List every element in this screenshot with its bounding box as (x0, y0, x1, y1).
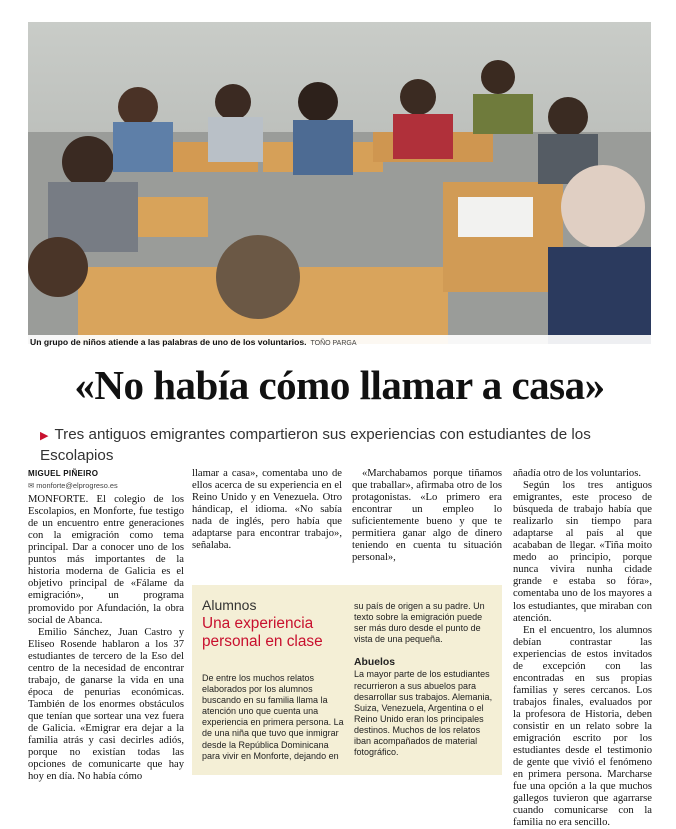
paragraph: En el encuentro, los alumnos debían contrastar las experiencias de estos invitados de excepción con las encontradas en sus propias familias y seres cercanos. Los trabajos finales, evaluados por la profesora de Historia, deben consistir en un relato sobre la emigración escrito por los estudiantes desde el testimonio de gente que vivió el fenómeno en primera persona. Marcharse fue una opción a la que muchos gallegos tuvieron que agarrarse cuando comunicarse con la familia no era sencillo. (513, 624, 652, 829)
author: MIGUEL PIÑEIRO (28, 469, 99, 478)
sidebar-paragraph: De entre los muchos relatos elaborados por los alumnos buscando en su familia llama la atención uno que cuenta una experiencia en primera persona. La de una niña que tuvo que inmigrar desde la República Dominicana para vivir en Monforte, dejando en (202, 673, 344, 761)
paragraph: añadía otro de los voluntarios. (513, 468, 641, 479)
sidebar-left-text (202, 673, 344, 762)
column-4 (513, 468, 652, 829)
triangle-bullet-icon: ▶ (40, 430, 49, 442)
mail-icon: ✉ (28, 481, 37, 491)
author-email-text: monforte@elprogreso.es (36, 481, 118, 491)
paragraph: Emilio Sánchez, Juan Castro y Eliseo Rosende hablaron a los 37 estudiantes de tercero de la Eso del centro de la necesidad de encontrar trabajo, de ganarse la vida en una época de penurias económicas. También de los enormes obstáculos que tenían que sortear una vez fuera de Galicia. «Emigrar era dejar a la familia atrás y casi decirles adiós, porque no existían todas las opciones de comunicarte que hay hoy en día. No había cómo (28, 626, 184, 783)
paragraph (28, 494, 184, 627)
subheadline-text: Tres antiguos emigrantes compartieron sus experiencias con estudiantes de los Escolapios (40, 426, 591, 464)
paragraph-text: El colegio de los Escolapios, en Monforte, fue testigo de un encuentro entre generaciones con la emigración como tema principal. Dar a conocer uno de los puntos más importantes de la historia moderna de Galicia es el objetivo principal de «Fálame da emigración», un programa promovido por Afundación, la obra social de Abanca. (28, 494, 184, 626)
article-photo (28, 22, 651, 344)
subheadline (40, 425, 660, 466)
sidebar-paragraph: su país de origen a su padre. Un texto sobre la emigración puede ser más duro desde el punto de vista de una pequeña. (354, 601, 485, 645)
sidebar-label: Alumnos (202, 597, 257, 613)
photo-credit: TOÑO PARGA (310, 340, 357, 347)
sidebar-paragraph: La mayor parte de los estudiantes recurrieron a sus abuelos para desarrollar sus trabajos. Alemania, Suiza, Venezuela, Argentina o el Reino Unido eran los principales destinos. Muchos de los relatos iban acompañados de material fotográfico. (354, 669, 493, 758)
headline: «No había cómo llamar a casa» (74, 362, 605, 408)
author-email (28, 480, 184, 492)
dateline: MONFORTE. (28, 494, 89, 506)
classroom-photo-icon (28, 22, 651, 344)
paragraph: «Marchabamos porque tiñamos que traballar», afirmaba otro de los protagonistas. «Lo primero era encontrar un empleo lo suficientemente bueno y que te permitiera ganar algo de dinero teniendo en cuenta tu situación personal», (352, 468, 502, 564)
sidebar-title: Una experiencia personal en clase (202, 615, 323, 650)
sidebar-box (192, 585, 502, 775)
sidebar-right-text (354, 601, 494, 758)
photo-caption (28, 335, 653, 349)
caption-text: Un grupo de niños atiende a las palabras de uno de los voluntarios. (30, 337, 307, 347)
paragraph: Según los tres antiguos emigrantes, este proceso de búsqueda de trabajo había que realizarlo sin tiempo para adaptarse al país al que acababan de llegar. «Tiña moito medo ao principio, porque nunca vivira nunha cidade grande e estaba so fóra», comentaba uno de los mayores a los estudiantes, que miraban con atención. (513, 480, 652, 624)
paragraph: llamar a casa», comentaba uno de ellos acerca de su experiencia en el Reino Unido y en Venezuela. Otro hándicap, el idioma. «No sabía nada de inglés, pero había que adaptarse para encontrar trabajo», señalaba. (192, 468, 342, 552)
column-2 (192, 468, 342, 552)
column-1 (28, 468, 184, 783)
sidebar-subtitle: Abuelos (354, 657, 395, 669)
column-3 (352, 468, 502, 564)
